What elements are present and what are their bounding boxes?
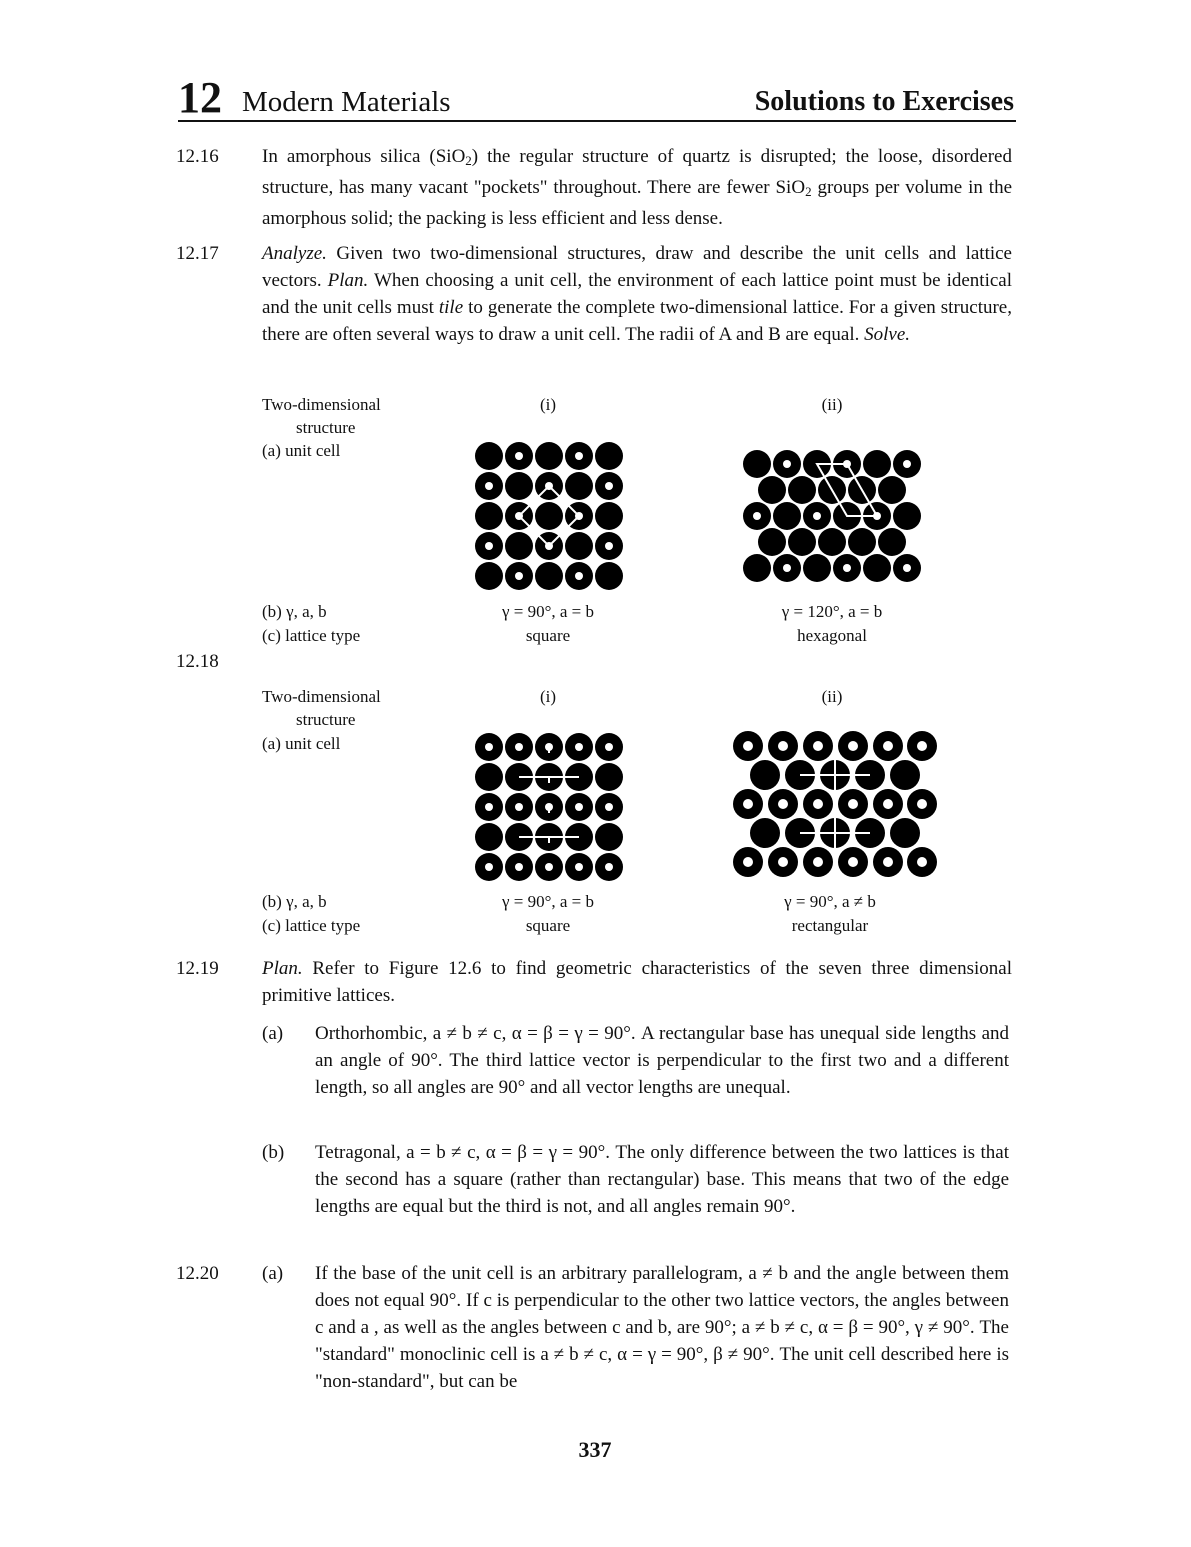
- item-label-a: (a): [262, 1023, 284, 1044]
- lattice-type-i: square: [525, 626, 571, 645]
- column-header-i: (i): [539, 687, 557, 706]
- figure-12-18-ii-rectangular: [732, 730, 938, 878]
- exercise-12-20-a-text: If the base of the unit cell is an arbitrary parallelogram, a ≠ b and the angle between them does not equal 90°. If c is perpendicular to the other two lattice vectors, the angles between c and a , as well as the angles between c and b, are 90°; a ≠ b ≠ c, α = β = 90°, γ ≠ 90°. The "standard" monoclinic cell is a ≠ b ≠ c, α = γ = 90°, β ≠ 90°. The unit cell described here is "non-standard", but can be: [315, 1263, 1009, 1392]
- row-label-structure: Two-dimensional structure: [262, 395, 381, 437]
- column-header-ii: (ii): [821, 687, 843, 706]
- item-label-b: (b): [262, 1142, 285, 1163]
- row-label-lattice-type: (c) lattice type: [262, 626, 361, 645]
- figure-12-17-i-square: [474, 441, 626, 591]
- figure-12-18-i-square: [474, 732, 626, 882]
- params-i: γ = 90°, a = b: [501, 602, 595, 621]
- params-ii: γ = 120°, a = b: [781, 602, 883, 621]
- exercise-number-12-16: 12.16: [176, 146, 219, 167]
- exercise-12-19-a-text: Orthorhombic, a ≠ b ≠ c, α = β = γ = 90°. A rectangular base has unequal side lengths and an angle of 90°. The third lattice vector is perpendicular to the first two and a different length, so all angles are 90° and all vector lengths are unequal.: [315, 1023, 1009, 1098]
- lattice-type-ii: hexagonal: [797, 626, 867, 645]
- exercise-number-12-18: 12.18: [176, 651, 219, 672]
- row-label-params: (b) γ, a, b: [262, 892, 327, 911]
- exercise-number-12-19: 12.19: [176, 958, 219, 979]
- chapter-title: Modern Materials: [242, 86, 451, 118]
- chapter-number: 12: [178, 73, 222, 122]
- params-i: γ = 90°, a = b: [501, 892, 595, 911]
- exercise-12-19-intro: Plan. Refer to Figure 12.6 to find geometric characteristics of the seven three dimensional primitive lattices.: [262, 958, 1012, 1006]
- lattice-type-ii: rectangular: [791, 916, 869, 935]
- section-title: Solutions to Exercises: [754, 86, 1014, 117]
- params-ii: γ = 90°, a ≠ b: [784, 892, 876, 911]
- column-header-i: (i): [539, 395, 557, 414]
- item-label-a: (a): [262, 1263, 284, 1284]
- row-label-structure: Two-dimensional structure: [262, 687, 381, 729]
- exercise-12-17-text: Analyze. Given two two-dimensional structures, draw and describe the unit cells and lattice vectors. Plan. When choosing a unit cell, the environment of each lattice point must be identical and the unit cells must tile to generate the complete two-dimensional lattice. For a given structure, there are often several ways to draw a unit cell. The radii of A and B are equal. Solve.: [262, 243, 1012, 345]
- exercise-number-12-17: 12.17: [176, 243, 219, 264]
- row-label-unit-cell: (a) unit cell: [262, 734, 341, 753]
- exercise-12-19-b-text: Tetragonal, a = b ≠ c, α = β = γ = 90°. The only difference between the two lattices is that the second has a square (rather than rectangular) base. This means that two of the edge lengths are equal but the third is not, and all angles remain 90°.: [315, 1142, 1009, 1217]
- page-header: [178, 73, 1016, 122]
- row-label-params: (b) γ, a, b: [262, 602, 327, 621]
- figure-12-17-ii-hexagonal: [742, 449, 924, 585]
- row-label-lattice-type: (c) lattice type: [262, 916, 361, 935]
- page-number: 337: [578, 1437, 612, 1462]
- row-label-unit-cell: (a) unit cell: [262, 441, 341, 460]
- exercise-12-16-text: In amorphous silica (SiO$_2$) the regular structure of quartz is disrupted; the loose, disordered structure, has many vacant "pockets" throughout. There are fewer SiO$_2$ groups per volume in the amorphous solid; the packing is less efficient and less dense.: [262, 146, 1013, 229]
- lattice-type-i: square: [525, 916, 571, 935]
- column-header-ii: (ii): [821, 395, 843, 414]
- exercise-number-12-20: 12.20: [176, 1263, 219, 1284]
